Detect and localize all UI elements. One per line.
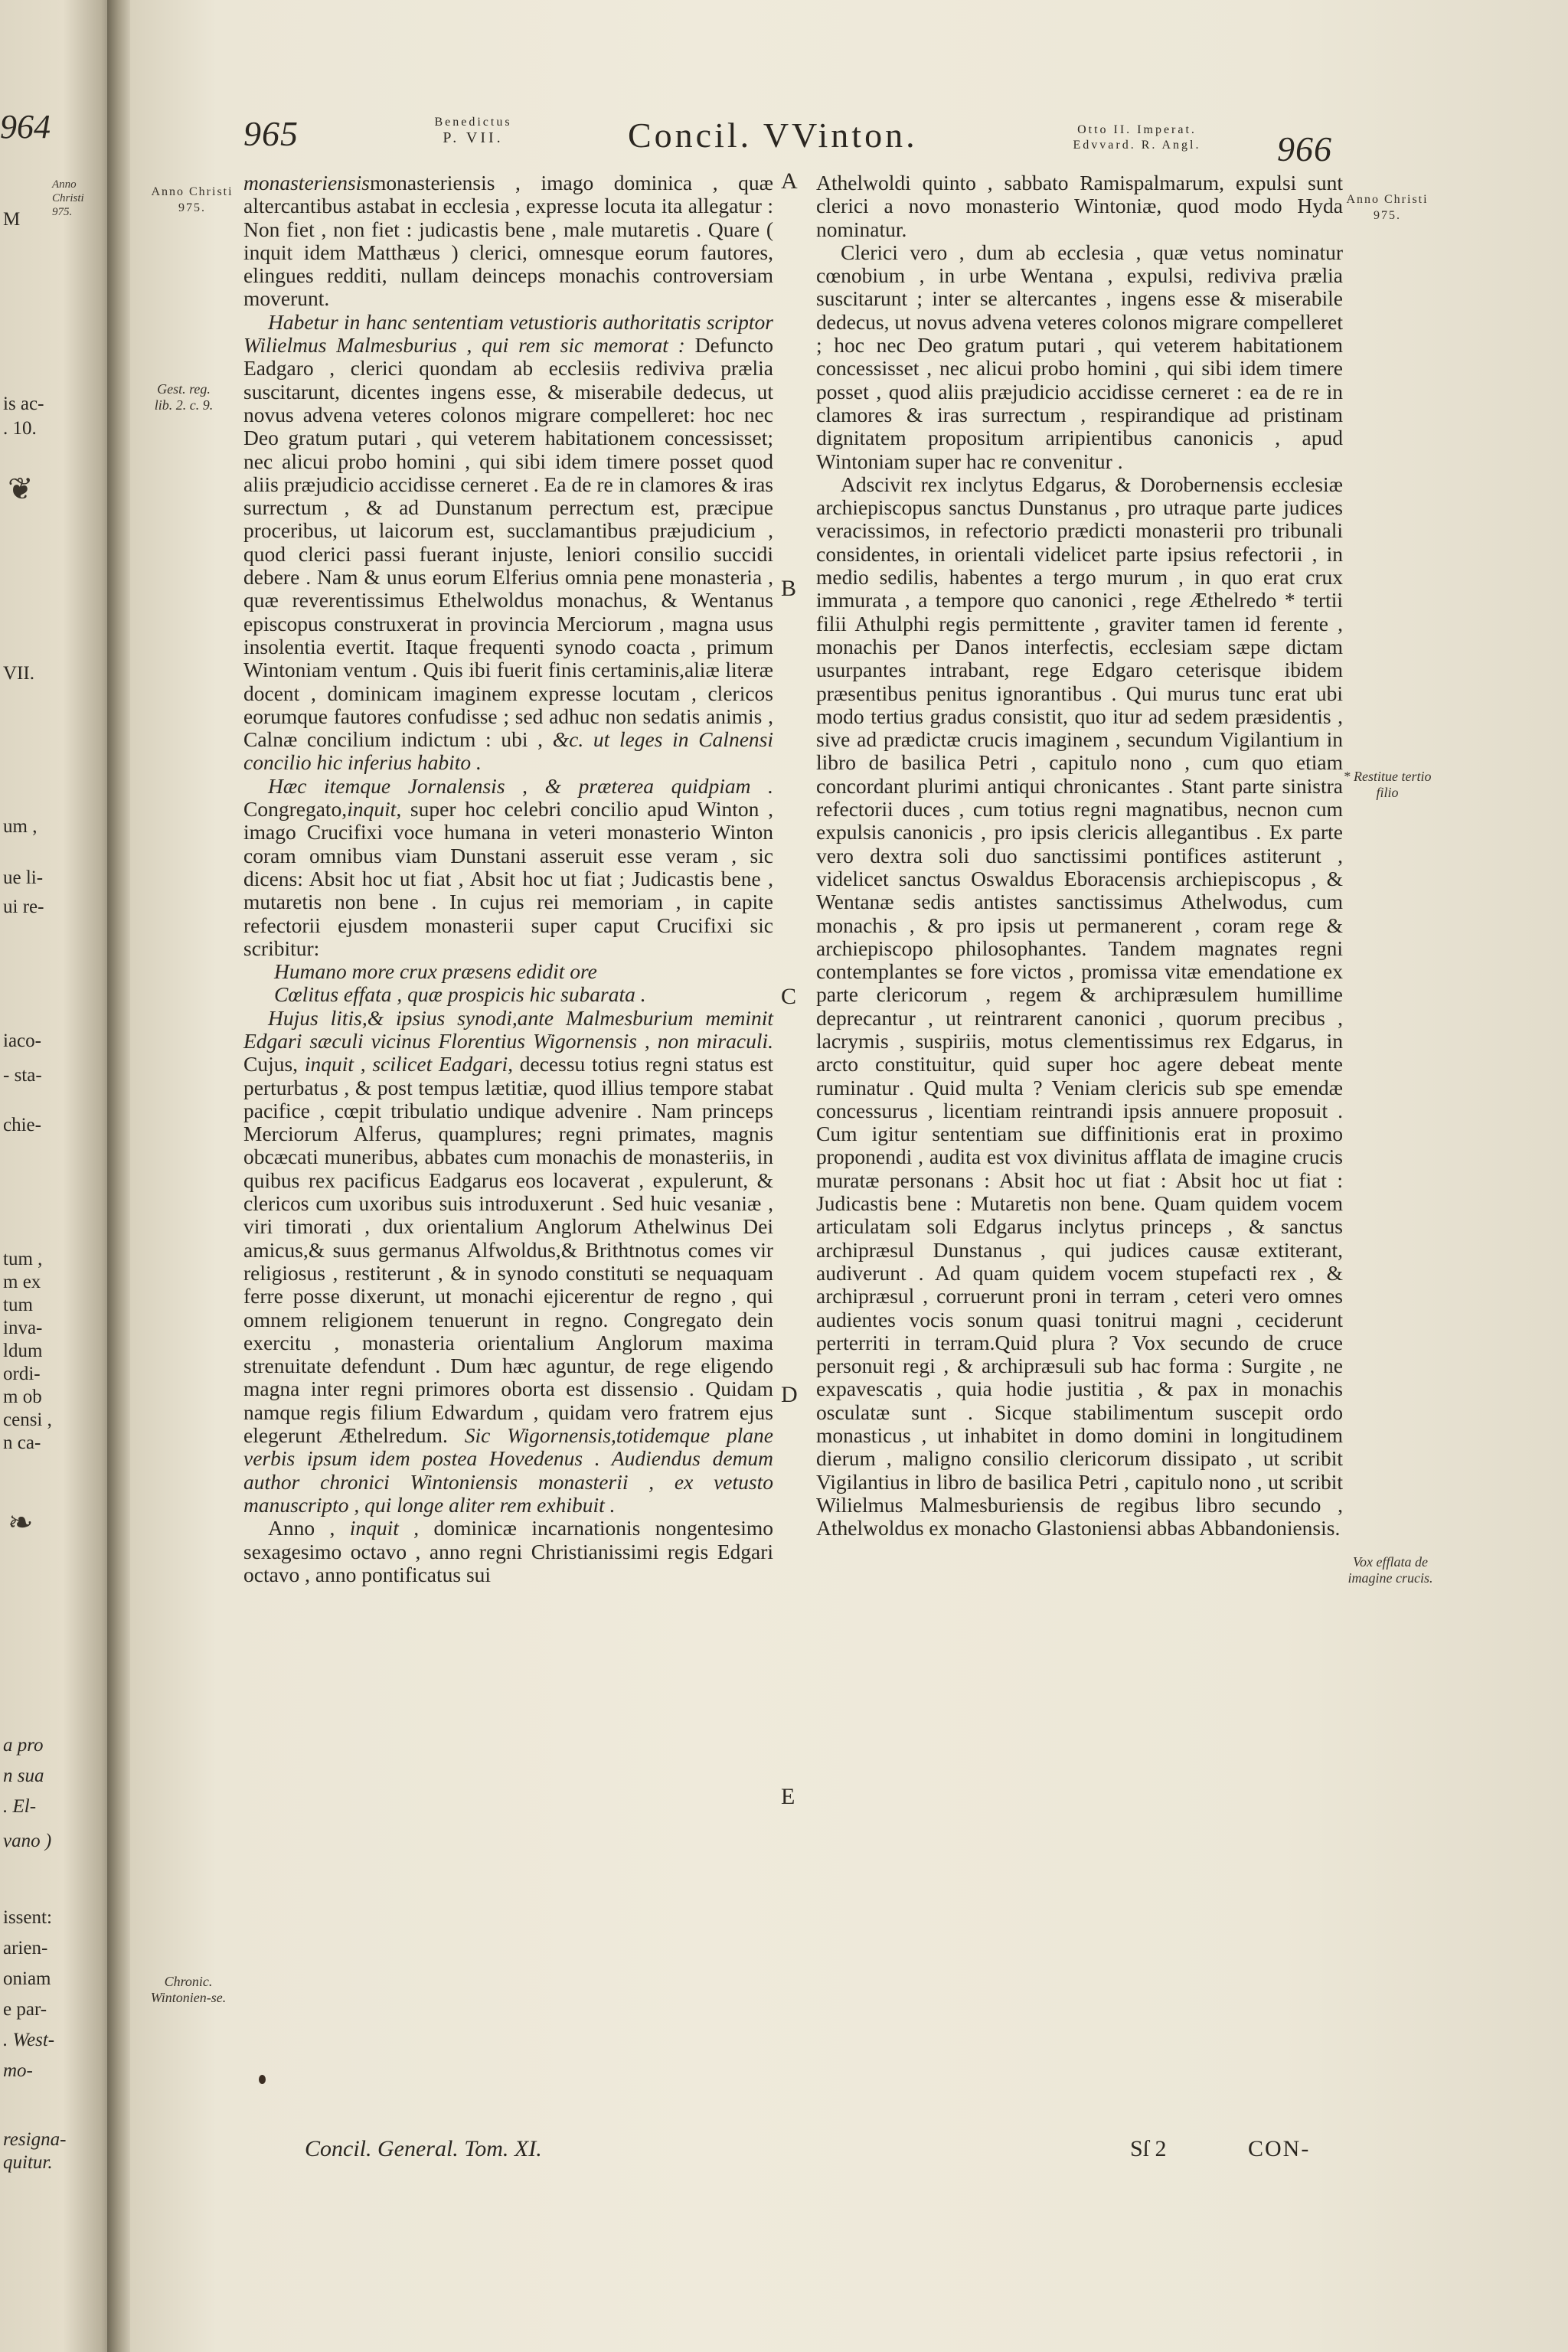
- text-run: decessu totius regni status est perturbatus , & post tempus lætitiæ, quod illius tempore stabat pacifice , cœpit tribulatio undique advenire . Nam princeps Merciorum Alferus, quamplures; regni primates, magnis obcæcati muneribus, abbates cum monachis de monasteriis, in quibus rex pacificus Eadgarus eos locaverat , expulerunt, & clericos cum uxoribus suis introduxerunt . Sed huic vesaniæ , viri timorati , dux orientalium Anglorum Athelwinus Dei amicus,& suus germanus Alfwoldus,& Brithtnotus comes vir religiosus , restiterunt , & in synodo constituti se nequaquam ferre posse dixerunt, ut monachi ejicerentur de regno , qui omnem religionem tenuerunt in regno. Congregato dein exercitu , monasteria orientalium Anglorum maxima strenuitate defendunt . Dum hæc aguntur, de rege eligendo magna inter regni primores oborta est dissensio . Quidam namque regis filium Edwardum , quidam vero fratrem ejus elegerunt Æthelredum.: [243, 1052, 773, 1448]
- running-head-right: [1026, 122, 1248, 153]
- text-italic: inquit ,: [349, 1516, 420, 1540]
- previous-page-line: . 10.: [3, 418, 37, 439]
- previous-page-line: arien-: [3, 1938, 48, 1958]
- previous-page-line: is ac-: [3, 394, 44, 414]
- margin-year-note-left: Anno Christi 975.: [151, 185, 234, 214]
- text-italic: Sic Wigornensis,totidemque plane verbis ipsum idem postea Hovedenus . Audiendus demum author chronici Wintoniensis monasterii , ex vetusto manuscripto , qui longe aliter rem exhibuit .: [243, 1423, 773, 1517]
- previous-page-line: inva-: [3, 1318, 43, 1338]
- text-italic: inquit,: [347, 797, 402, 822]
- margin-source-note-gesta: Gest. reg. lib. 2. c. 9.: [154, 381, 214, 413]
- previous-page-line: m ex: [3, 1272, 41, 1292]
- previous-page-line: tum ,: [3, 1249, 43, 1269]
- text-run: Defuncto Eadgaro , clerici quondam ab ecclesiis rediviva prælia suscitarunt, dicentes ingens esse, & miserabile dedecus, ut novus advena veteres colonos migrare compelleret: hoc nec Deo gratum putari , qui veterem habitationem concessisset; nec alicui probo homini , qui sibi idem timere posset quod aliis præjudicio accidisse cerneret . Ea de re in clamores & iras surrectum , & ad Dunstanum perrectum est, præcipue proceribus, ut laicorum est, succlamantibus præjudicium , quod clerici passi fuerant injuste, leniori consilio succidi debere . Nam & unus eorum Elferius omnia pene monasteria , quæ reverentissimus Ethelwoldus monachus, & Wentanus episcopus construxerat in provincia Merciorum , magna usus insolentia evertit. Itaque frequenti synodo coacta , primum Wintoniam ventum . Quis ibi fuerit finis certaminis,aliæ literæ docent , dominicam imaginem expresse locutam , clericos eorumque fautores confudisse ; sed adhuc non sedatis animis , Calnæ concilium indictum : ubi ,: [243, 333, 773, 752]
- text-run: Cujus,: [243, 1052, 305, 1076]
- margin-source-note-chronicon: Chronic. Wintonien-se.: [150, 1974, 227, 2005]
- text-run: dominicæ incarnationis nongentesimo sexagesimo octavo , anno regni Christianissimi regis Edgari octavo , anno pontificatus sui: [243, 1516, 773, 1586]
- previous-page-margin-note: Anno Christi 975.: [52, 178, 84, 218]
- previous-page-line: iaco-: [3, 1031, 41, 1051]
- paragraph: [243, 1517, 773, 1586]
- previous-page-line: a pro: [3, 1735, 44, 1756]
- section-marker-e: E: [781, 1784, 795, 1809]
- text-italic: Hæc itemque Jornalensis , & præterea quidpiam .: [268, 773, 773, 798]
- previous-page-line: ue li-: [3, 867, 44, 888]
- previous-page-line: ordi-: [3, 1364, 41, 1384]
- margin-vox-note: Vox efflata de imagine crucis.: [1348, 1554, 1433, 1586]
- running-head-emperor: Otto II. Imperat.: [1077, 123, 1197, 136]
- previous-page-line: M: [3, 209, 21, 230]
- previous-page-line: n ca-: [3, 1432, 41, 1453]
- verse-line: Cœlitus effata , quæ prospicis hic subarata .: [274, 982, 646, 1007]
- footer-volume: [305, 2136, 542, 2162]
- section-marker-a: A: [781, 168, 798, 194]
- left-text-column: [243, 172, 773, 1586]
- previous-page-line: - sta-: [3, 1065, 42, 1086]
- text-run: super hoc celebri concilio apud Winton , imago Crucifixi voce humana in veteri monasterio Winton coram omnibus viam Dunstani asseruit esse veram , sic dicens: Absit hoc ut fiat , Absit hoc ut fiat ; Judicastis bene , mutaretis non bene . In cujus rei memoriam , in capite refectorii ejusdem monasterii super caput Crucifixi sic scribitur:: [243, 797, 773, 960]
- previous-page-line: um ,: [3, 816, 38, 837]
- previous-page-line: e par-: [3, 1999, 47, 2020]
- text-italic: Habetur in hanc sententiam vetustioris authoritatis scriptor Wilielmus Malmesburius , qui rem sic memorat :: [243, 309, 773, 358]
- previous-page-line: ui re-: [3, 897, 44, 917]
- margin-correction-note: * Restitue tertio filio: [1343, 769, 1432, 800]
- paragraph: [243, 1007, 773, 1517]
- text-run: Anno ,: [268, 1516, 350, 1540]
- previous-page-line: n sua: [3, 1766, 44, 1786]
- margin-year-note-right: Anno Christi 975.: [1346, 193, 1429, 222]
- section-marker-c: C: [781, 984, 797, 1009]
- fleuron-icon: ❦: [8, 472, 34, 506]
- paragraph: [243, 775, 773, 960]
- previous-page-line: . El-: [3, 1796, 37, 1817]
- right-text-column: [816, 172, 1343, 1540]
- previous-page-line: vano ): [3, 1831, 52, 1851]
- verse-line: Humano more crux præsens edidit ore: [274, 959, 597, 984]
- paragraph: Clerici vero , dum ab ecclesia , quæ vetus nominatur cœnobium , in urbe Wentana , expulsi, rediviva prælia suscitarunt ; inter se altercantes , ingens esse & miserabile dedecus, ut novus advena veteres colonos migrare compelleret ; hoc nec Deo gratum putari , qui veterem habitationem concessisset , nec alicui probo homini , qui sibi idem timere posset , quod aliis præjudicio accidisse cerneret : ea de re in clamores & iras surrectum , respirandique ad pristinam dignitatem propositum arripientibus canonicis , apud Wintoniam super hac re convenitur .: [816, 240, 1343, 473]
- section-marker-b: B: [781, 576, 797, 601]
- previous-page-line: mo-: [3, 2060, 33, 2081]
- previous-page-line: censi ,: [3, 1410, 52, 1430]
- previous-page-line: issent:: [3, 1907, 52, 1928]
- catchword: CON-: [1248, 2136, 1311, 2161]
- page-number-left: 965: [243, 114, 299, 153]
- previous-page-number: 964: [0, 108, 51, 145]
- page-number-right: 966: [1277, 129, 1332, 168]
- footer-volume-label: Concil. General. Tom. XI.: [305, 2136, 542, 2161]
- previous-page-line: . West-: [3, 2030, 55, 2050]
- previous-page-line: resigna-: [3, 2129, 67, 2150]
- text-run: Congregato,: [243, 797, 348, 822]
- previous-page-line: oniam: [3, 1968, 51, 1989]
- paragraph: [243, 172, 773, 311]
- running-head-pope: Benedictus: [434, 116, 512, 129]
- text-italic: monasteriensis: [243, 171, 370, 194]
- previous-page-line: m ob: [3, 1387, 42, 1407]
- previous-page-edge: [0, 0, 115, 2352]
- section-marker-d: D: [781, 1382, 798, 1407]
- running-head-left: [404, 115, 542, 145]
- fleuron-icon: ❧: [8, 1505, 34, 1540]
- signature-mark: Sſ 2: [1130, 2136, 1167, 2161]
- page-title: Concil. VVinton.: [628, 116, 918, 155]
- text-italic: &c. ut leges in Calnensi concilio hic inferius habito .: [243, 727, 773, 775]
- previous-page-line: ldum: [3, 1341, 43, 1361]
- text-italic: inquit , scilicet Eadgari,: [304, 1052, 513, 1076]
- ink-dot: [259, 2075, 266, 2084]
- previous-page-line: quitur.: [3, 2152, 53, 2173]
- paragraph: Athelwoldi quinto , sabbato Ramispalmarum, expulsi sunt clerici a novo monasterio Wintoniæ, quod modo Hyda nominatur.: [816, 171, 1343, 241]
- paragraph: [243, 311, 773, 775]
- running-head-pope-number: P. VII.: [443, 129, 504, 146]
- previous-page-line: VII.: [3, 663, 34, 684]
- previous-page-line: tum: [3, 1295, 33, 1315]
- running-head-king: Edvvard. R. Angl.: [1073, 139, 1201, 152]
- book-gutter: [107, 0, 133, 2352]
- paragraph: Adscivit rex inclytus Edgarus, & Dorobernensis ecclesiæ archiepiscopus sanctus Dunstanus , pro utraque parte judices veracissimos, in refectorio prædicti monasterii pro tribunali considentes, in orientali videlicet parte ipsius refectorii , in medio sedilis, habentes a tergo murum , in quo erat crux immurata , a tempore quo canonici , rege Æthelredo * tertii filii Athulphi regis permittente , graviter tamen id ferente , monachis per Danos interfectis, ecclesiam sæpe dictam usurpantes intrabant, rege Edgaro ceterisque ibidem præsentibus penitus ignorantibus . Qui murus tunc erat ubi modo tertius gradus consistit, quo itur ad sedem præsidentis , sive ad prædictæ crucis imaginem , secundum Vigilantium in libro de basilica Petri , capitulo nono , cum quo etiam concordant plurimi antiqui chronicantes . Stant parte sinistra refectorii duces , cum totius regni magnatibus, necnon cum expulsis canonicis , pro ipsis clericis allegantibus . Ex parte vero dextra soli duo sanctissimi pontifices astiterunt , videlicet sanctus Oswaldus Eboracensis archiepiscopus , & Wentanæ sedis antistes sanctissimus Athelwodus, cum monachis , & pro ipsis ut permanerent , coram rege & archiepiscopo philosophantes. Tandem magnates regni contemplantes se fore victos , promissa vitæ emendatione ex parte clericorum , regem & archipræsulem humillime deprecantur , ut reintrarent canonici , quorum precibus , lacrymis , suspiriis, motus clementissimus rex Edgarus, in arcto constituitur, quid super hoc agere debeat mente ruminatur . Quid multa ? Veniam clericis sub spe emendæ concessurus , licentiam reintrandi ipsis annuere proposuit . Cum igitur sententiam sue diffinitionis erat in proximo proponendi , audita est vox divinitus afflata de imagine crucis muratæ personans : Absit hoc ut fiat : Absit hoc ut fiat : Judicastis bene : Mutaretis non bene. Quam quidem vocem articulatam soli Edgarus inclytus princeps , & sanctus archipræsul Dunstanus , qui judices causæ extiterant, audiverunt . Ad quam quidem vocem stupefacti rex , & archipræsul , corruerunt proni in terram , ceteri vero omnes audientes vocis sonum quasi tonitrui magni , ceciderunt perterriti in terram.Quid plura ? Vox secundo de cruce personuit regi , & archipræsuli sub hac forma : Surgite , ne expavescatis , quia hodie justitia , & pax in monachis osculatæ sunt . Sicque stabilimentum suscepit ordo monasticus , ut inhabitet in domo domini in longitudinem dierum , maligno consilio clericorum dissipato , ut scribit Vigilantius in libro de basilica Petri , capitulo nono , ut scribit Wilielmus Malmesburiensis de regibus libro secundo , Athelwoldus ex monacho Glastoniensi abbas Abbandoniensis.: [816, 472, 1343, 1540]
- previous-page-line: chie-: [3, 1115, 41, 1135]
- text-italic: Hujus litis,& ipsius synodi,ante Malmesburium meminit Edgari sæculi vicinus Florentius Wigornensis , non miraculi.: [243, 1005, 773, 1053]
- text-run: monasteriensis , imago dominica , quæ altercantibus astabat in ecclesia , expresse locuta ita allegatur : Non fiet , non fiet : judicastis bene , male mutaretis . Quare ( inquit idem Matthæus ) clerici, omnesque eorum fautores, elingues redditi, nullam deinceps monachis controversiam moverunt.: [243, 171, 773, 311]
